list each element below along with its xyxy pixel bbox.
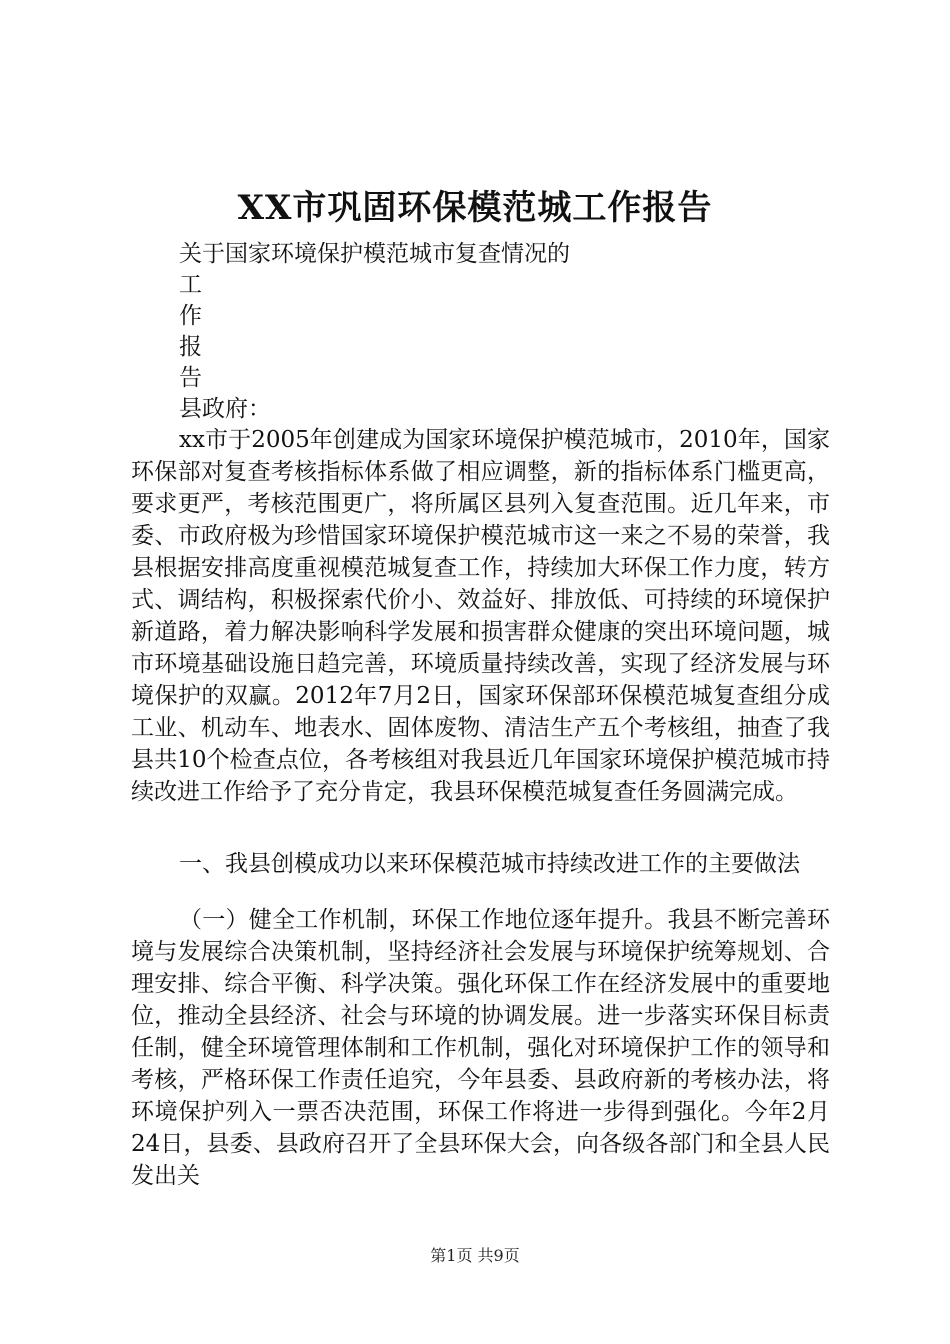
vertical-char: 作 [179, 303, 202, 329]
page-footer: 第1页 共9页 [430, 1246, 520, 1265]
body-paragraph: xx市于2005年创建成为国家环境保护模范城市，2010年，国家环保部对复查考核指标体系做了相应调整，新的指标体系门槛更高，要求更严，考核范围更广，将所属区县列入复查范围。近几年来，市委、市政府极为珍惜国家环境保护模范城市这一来之不易的荣誉，我县根据安排高度重视模范城复查工作，持续加大环保工作力度，转方式、调结构，积极探索代价小、效益好、排放低、可持续的环境保护新道路，着力解决影响科学发展和损害群众健康的突出环境问题，城市环境基础设施日趋完善，环境质量持续改善，实现了经济发展与环境保护的双赢。2012年7月2日，国家环保部环保模范城复查组分成工业、机动车、地表水、固体废物、清洁生产五个考核组，抽查了我县共10个检查点位，各考核组对我县近几年国家环境保护模范城市持续改进工作给予了充分肯定，我县环保模范城复查任务圆满完成。 [131, 427, 830, 805]
vertical-char: 工 [179, 272, 202, 298]
vertical-char: 告 [179, 365, 202, 391]
section-heading: 一、我县创模成功以来环保模范城市持续改进工作的主要做法 [179, 851, 800, 877]
document-title: XX市巩固环保模范城工作报告 [237, 188, 713, 228]
salutation: 县政府： [179, 396, 271, 422]
body-paragraph: （一）健全工作机制，环保工作地位逐年提升。我县不断完善环境与发展综合决策机制，坚持经济社会发展与环境保护统筹规划、合理安排、综合平衡、科学决策。强化环保工作在经济发展中的重要地位，推动全县经济、社会与环境的协调发展。进一步落实环保目标责任制，健全环境管理体制和工作机制，强化对环境保护工作的领导和考核，严格环保工作责任追究，今年县委、县政府新的考核办法，将环境保护列入一票否决范围，环保工作将进一步得到强化。今年2月24日，县委、县政府召开了全县环保大会，向各级各部门和全县人民发出关 [131, 907, 830, 1189]
vertical-char: 报 [179, 334, 202, 360]
subtitle-line: 关于国家环境保护模范城市复查情况的 [179, 241, 570, 267]
